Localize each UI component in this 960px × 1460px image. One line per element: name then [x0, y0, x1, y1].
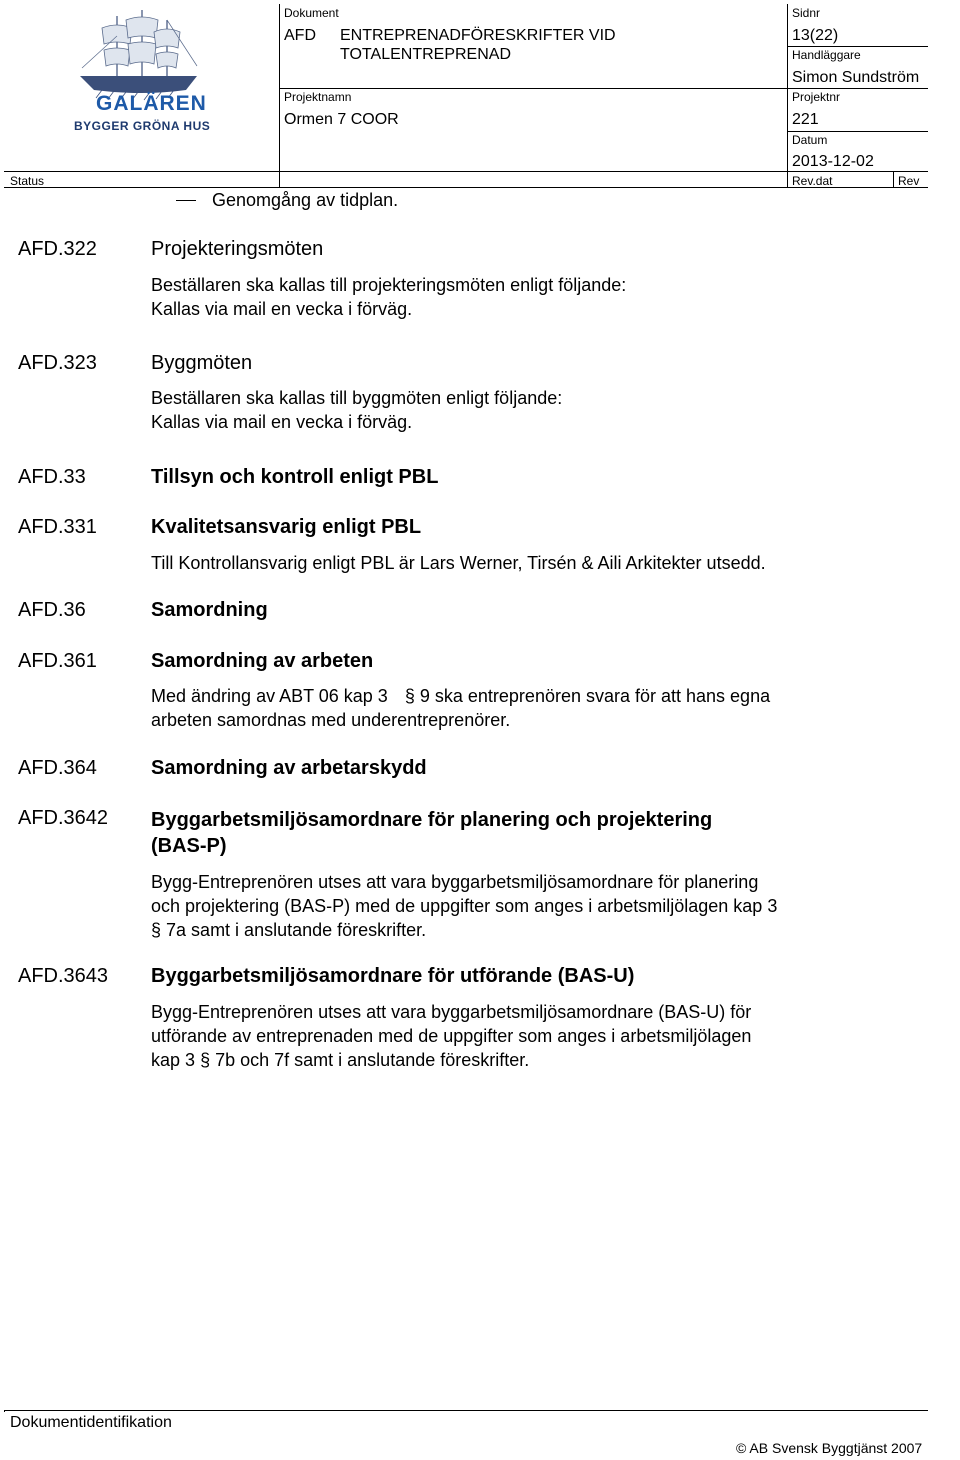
- section-line: Bygg-Entreprenören utses att vara byggarbetsmiljösamordnare (BAS-U) för: [151, 1002, 752, 1022]
- section-code: AFD.331: [18, 516, 97, 538]
- datum-label: Datum: [792, 133, 828, 147]
- section-title: Byggarbetsmiljösamordnare för utförande (BAS-U): [151, 965, 635, 987]
- datum-value: 2013-12-02: [792, 153, 874, 170]
- header-row-line-status: [4, 171, 928, 172]
- section-code: AFD.364: [18, 757, 97, 779]
- logo-wordmark: GALÄREN: [96, 92, 207, 115]
- projektnamn-label: Projektnamn: [284, 90, 352, 104]
- projektnr-value: 221: [792, 111, 819, 128]
- section-line: [151, 684, 770, 708]
- dokument-title-line-1: ENTREPRENADFÖRESKRIFTER VID: [340, 27, 616, 44]
- footer-copyright: © AB Svensk Byggtjänst 2007: [736, 1440, 923, 1456]
- galaren-ship-logo: [62, 6, 212, 136]
- projektnr-label: Projektnr: [792, 90, 841, 104]
- section-code: AFD.322: [18, 238, 97, 260]
- header-row-line-projektnr: [787, 131, 928, 132]
- section-title: Byggmöten: [151, 352, 253, 374]
- dokument-title-line-2: TOTALENTREPRENAD: [340, 46, 511, 63]
- section-line: Beställaren ska kallas till projekteringsmöten enligt följande:: [151, 275, 627, 295]
- section-title: Projekteringsmöten: [151, 238, 324, 260]
- section-line: Kallas via mail en vecka i förväg.: [151, 412, 413, 432]
- header-divider-left: [279, 4, 280, 187]
- section-symbol: §: [200, 1050, 211, 1070]
- footer-top-line: [4, 1410, 928, 1411]
- logo-tagline: BYGGER GRÖNA HUS: [74, 119, 211, 133]
- line-part: kap 3: [151, 1050, 196, 1070]
- section-symbol: §: [151, 920, 162, 940]
- section-line: [151, 918, 777, 942]
- section-code: AFD.3643: [18, 965, 109, 987]
- section-body: [151, 273, 626, 321]
- section-title: Samordning: [151, 599, 268, 621]
- section-line: Kallas via mail en vecka i förväg.: [151, 299, 413, 319]
- revdat-label: Rev.dat: [792, 174, 833, 188]
- sidnr-label: Sidnr: [792, 6, 821, 20]
- section-body: [151, 684, 770, 732]
- header-divider-mid: [787, 4, 788, 187]
- section-title: Kvalitetsansvarig enligt PBL: [151, 516, 422, 538]
- line-part: Med ändring av ABT 06 kap 3: [151, 686, 388, 706]
- section-code: AFD.33: [18, 466, 86, 488]
- rev-label: Rev: [898, 174, 920, 188]
- section-line: och projektering (BAS-P) med de uppgifter som anges i arbetsmiljölagen kap 3: [151, 896, 778, 916]
- section-title: Samordning av arbeten: [151, 650, 374, 672]
- projektnamn-value: Ormen 7 COOR: [284, 111, 399, 128]
- header-row-line-sidnr: [787, 46, 928, 47]
- section-line: Beställaren ska kallas till byggmöten enligt följande:: [151, 388, 563, 408]
- section-code: AFD.323: [18, 352, 97, 374]
- section-code: AFD.361: [18, 650, 97, 672]
- section-body: [151, 386, 562, 434]
- section-line: Bygg-Entreprenören utses att vara byggarbetsmiljösamordnare för planering: [151, 872, 759, 892]
- section-line: Till Kontrollansvarig enligt PBL är Lars Werner, Tirsén & Aili Arkitekter utsedd.: [151, 553, 766, 573]
- footer-doc-id-label: Dokumentidentifikation: [10, 1414, 172, 1431]
- section-code: AFD.36: [18, 599, 86, 621]
- section-title: Samordning av arbetarskydd: [151, 757, 427, 779]
- section-code: AFD.3642: [18, 807, 109, 829]
- section-title-line: Byggarbetsmiljösamordnare för planering och projektering: [151, 809, 713, 831]
- status-label: Status: [10, 174, 45, 188]
- line-part: 7a samt i anslutande föreskrifter.: [166, 920, 427, 940]
- handlaggare-value: Simon Sundström: [792, 69, 920, 86]
- header-row-line-1: [279, 88, 928, 89]
- bullet-item: Genomgång av tidplan.: [212, 190, 399, 210]
- header-divider-rev: [893, 172, 894, 187]
- section-body: [151, 870, 777, 942]
- header-bottom-line: [4, 187, 928, 188]
- sidnr-value: 13(22): [792, 27, 839, 44]
- section-title-line: (BAS-P): [151, 835, 227, 857]
- section-title: [151, 807, 712, 859]
- section-line: [151, 1048, 751, 1072]
- dokument-label: Dokument: [284, 6, 339, 20]
- section-body: [151, 1000, 751, 1072]
- dokument-code: AFD: [284, 27, 316, 44]
- section-title: Tillsyn och kontroll enligt PBL: [151, 466, 439, 488]
- section-symbol: §: [404, 686, 415, 706]
- handlaggare-label: Handläggare: [792, 48, 861, 62]
- section-line: arbeten samordnas med underentreprenörer.: [151, 710, 511, 730]
- bullet-dash: [176, 200, 196, 201]
- section-line: utförande av entreprenaden med de uppgifter som anges i arbetsmiljölagen: [151, 1026, 752, 1046]
- section-body: [151, 551, 766, 575]
- line-part: 7b och 7f samt i anslutande föreskrifter.: [215, 1050, 530, 1070]
- footer-left-tick: [4, 1410, 5, 1412]
- line-part: 9 ska entreprenören svara för att hans egna: [419, 686, 771, 706]
